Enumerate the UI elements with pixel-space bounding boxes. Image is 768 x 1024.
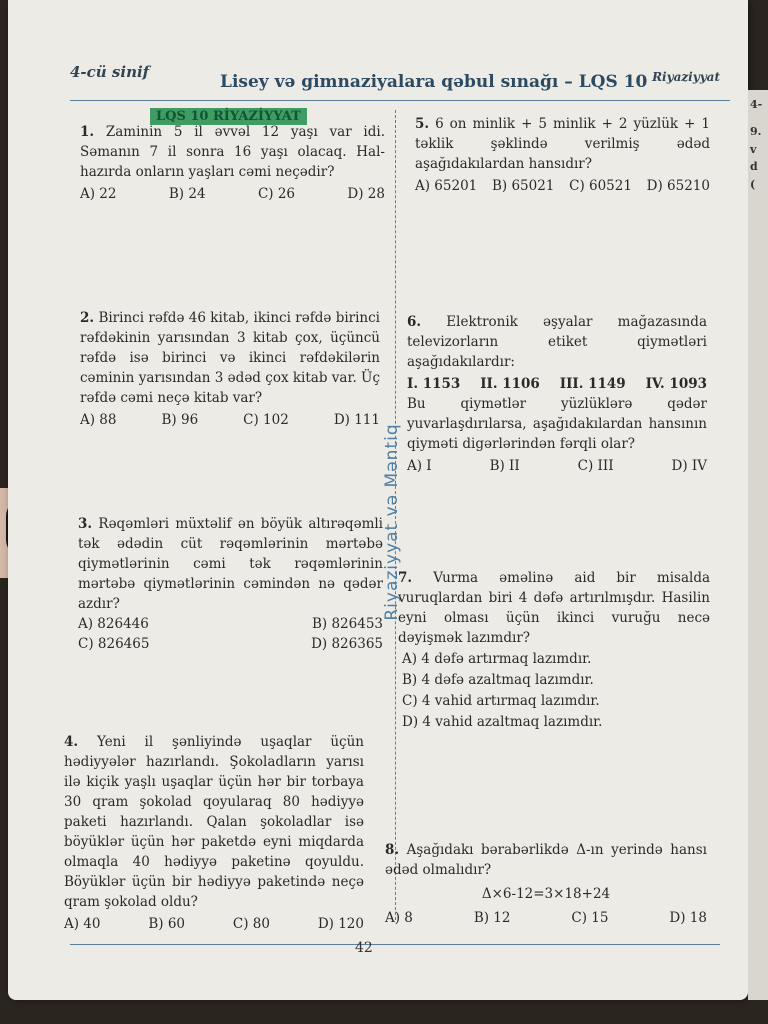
question-2: 2. Birinci rəfdə 46 kitab, ikinci rəfdə birinci rəfdəkinin yarısından 3 kitab çox, üçüncü rəfdə isə birinci və ikinci rəfdəkilərin cəminin yarısından 3 ədəd çox kitab var. Üç rəfdə cəmi neçə kitab var? A) 88 B) 96 C) 102 D) 111	[80, 310, 380, 428]
question-1: 1. Zaminin 5 il əvvəl 12 yaşı var idi. Səmanın 7 il sonra 16 yaşı olacaq. Hal-hazırda onların yaşları cəmi neçədir? A) 22 B) 24 C) 26 D) 28	[80, 124, 385, 202]
option-c[interactable]: C) 826465	[78, 636, 150, 652]
option-c[interactable]: C) 102	[243, 412, 289, 428]
page-title: Lisey və gimnaziyalara qəbul sınağı – LQS 10	[220, 72, 648, 92]
option-d[interactable]: D) 111	[333, 412, 380, 428]
strip-text: d	[750, 160, 758, 173]
option-b[interactable]: B) 12	[473, 910, 511, 926]
option-c[interactable]: C) 26	[257, 186, 296, 202]
option-d[interactable]: D) IV	[671, 458, 707, 474]
subject-label: Riyaziyyat	[652, 70, 720, 84]
option-d[interactable]: D) 4 vahid azaltmaq lazımdır.	[402, 714, 603, 730]
strip-text: (	[750, 178, 756, 191]
page-number: 42	[355, 940, 373, 956]
option-c[interactable]: C) 15	[571, 910, 609, 926]
option-b[interactable]: B) 826453	[311, 616, 383, 632]
option-d[interactable]: D) 826365	[311, 636, 383, 652]
option-c[interactable]: C) 80	[232, 916, 270, 932]
option-b[interactable]: B) 60	[148, 916, 186, 932]
option-d[interactable]: D) 18	[669, 910, 707, 926]
option-a[interactable]: A) 40	[64, 916, 101, 932]
option-d[interactable]: D) 28	[347, 186, 385, 202]
option-b[interactable]: B) 65021	[491, 178, 555, 194]
option-a[interactable]: A) 4 dəfə artırmaq lazımdır.	[402, 651, 592, 667]
section-badge: LQS 10 RİYAZİYYAT	[150, 108, 307, 125]
option-a[interactable]: A) 8	[385, 910, 413, 926]
question-7: 7. Vurma əməlinə aid bir misalda vuruqlardan biri 4 dəfə artırılmışdır. Hasilin eyni olması üçün ikinci vuruğu necə dəyişmək lazımdır? A) 4 dəfə artırmaq lazımdır. B) 4 dəfə azaltmaq lazımdır. C) 4 vahid artırmaq lazımdır. D) 4 vahid azaltmaq lazımdır.	[398, 570, 711, 730]
question-5: 5. 6 on minlik + 5 minlik + 2 yüzlük + 1 təklik şəklində verilmiş ədəd aşağıdakılardan hansıdır? A) 65201 B) 65021 C) 60521 D) 65210	[415, 116, 710, 194]
next-page-strip	[748, 90, 768, 1000]
option-a[interactable]: A) 88	[80, 412, 117, 428]
option-d[interactable]: D) 65210	[646, 178, 710, 194]
page-header	[70, 58, 720, 98]
option-c[interactable]: C) III	[577, 458, 614, 474]
question-6: 6. Elektronik əşyalar mağazasında televizorların etiket qiymətləri aşağıdakılardır: I. 1153 II. 1106 III. 1149 IV. 1093 Bu qiymətlər yüzlüklərə qədər yuvarlaşdırılarsa, aşağıdakılardan hansının qiyməti digərlərindən fərqli olar? A) I B) II C) III D) IV	[407, 314, 707, 474]
option-b[interactable]: B) 96	[161, 412, 199, 428]
option-c[interactable]: C) 4 vahid artırmaq lazımdır.	[402, 693, 600, 709]
header-rule	[70, 100, 730, 101]
grade-label: 4-cü sinif	[70, 63, 150, 81]
strip-text: 4-	[750, 98, 763, 111]
option-b[interactable]: B) 4 dəfə azaltmaq lazımdır.	[402, 672, 594, 688]
option-a[interactable]: A) 22	[80, 186, 117, 202]
question-8: 8. Aşağıdakı bərabərlikdə Δ-ın yerində hansı ədəd olmalıdır? Δ×6-12=3×18+24 A) 8 B) 12 C) 15 D) 18	[385, 842, 707, 926]
strip-text: 9.	[750, 125, 762, 138]
option-d[interactable]: D) 120	[317, 916, 364, 932]
side-label: Riyaziyyat və Məntiq	[382, 423, 402, 621]
question-4: 4. Yeni il şənliyində uşaqlar üçün hədiyyələr hazırlandı. Şokoladların yarısı ilə kiçik yaşlı uşaqlar üçün hər bir torbaya 30 qram şokolad qoyularaq 80 hədiyyə paketi hazırlandı. Qalan şokoladlar isə böyüklər üçün hər paketdə eyni miqdarda olmaqla 40 hədiyyə paketinə qoyuldu. Böyüklər üçün bir hədiyyə paketində neçə qram şokolad oldu? A) 40 B) 60 C) 80 D) 120	[64, 734, 365, 932]
equation: Δ×6-12=3×18+24	[481, 886, 611, 902]
option-a[interactable]: A) 65201	[415, 178, 478, 194]
option-b[interactable]: B) II	[489, 458, 520, 474]
option-a[interactable]: A) I	[407, 458, 432, 474]
question-3: 3. Rəqəmləri müxtəlif ən böyük altırəqəmli tək ədədin cüt rəqəmlərinin mərtəbə qiymətlərinin cəmi tək rəqəmlərinin mərtəbə qiymətlərinin cəmindən nə qədər azdır? A) 826446 B) 826453 C) 826465 D) 826365	[78, 516, 384, 652]
option-b[interactable]: B) 24	[168, 186, 206, 202]
footer-rule	[70, 944, 720, 945]
option-a[interactable]: A) 826446	[78, 616, 149, 632]
option-c[interactable]: C) 60521	[569, 178, 632, 194]
strip-text: v	[750, 143, 757, 156]
